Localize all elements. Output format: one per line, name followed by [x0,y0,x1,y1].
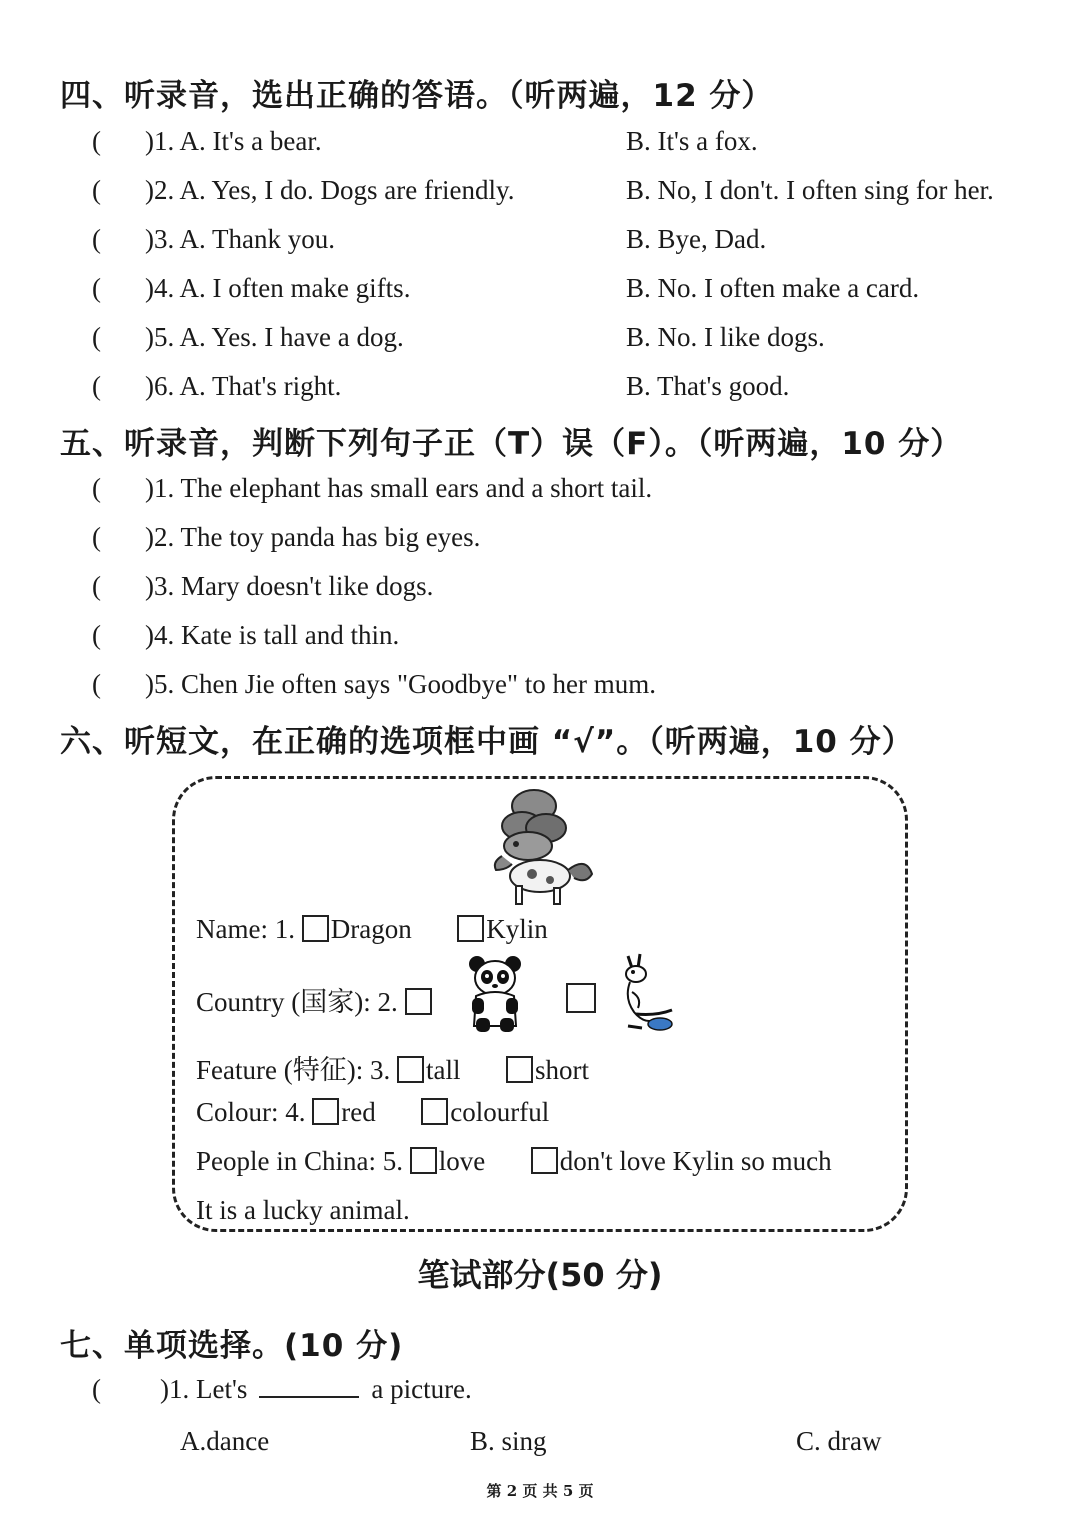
feature-row [196,1048,589,1087]
short-checkbox[interactable] [506,1056,533,1083]
answer-paren[interactable]: ( [92,175,101,205]
question-4-1-option-b: B. It's a fox. [626,126,758,156]
answer-paren[interactable]: ( [92,620,101,650]
written-part-title: 笔试部分(50 分) [417,1256,663,1294]
feature-label: Feature (特征): 3. [196,1055,391,1085]
country-row [196,980,434,1019]
question-4-4-option-b: B. No. I often make a card. [626,273,920,303]
statement-5-2: )2. The toy panda has big eyes. [145,522,481,552]
section-4-heading: 四、听录音，选出正确的答语。（听两遍，12 分） [60,78,774,114]
love-option: love [438,1146,486,1176]
kylin-checkbox[interactable] [457,915,484,942]
option-c: C. draw [796,1426,882,1456]
page-footer: 第 2 页 共 5 页 [486,1482,594,1500]
answer-blank[interactable] [259,1396,359,1398]
colourful-option: colourful [450,1097,550,1127]
kylin-option: Kylin [486,914,548,944]
section-5-heading: 五、听录音，判断下列句子正（T）误（F）。（听两遍，10 分） [60,426,963,462]
colourful-checkbox[interactable] [421,1098,448,1125]
colour-label: Colour: 4. [196,1097,306,1127]
option-a: A.dance [180,1426,270,1456]
question-4-3-option-b: B. Bye, Dad. [626,224,767,254]
question-4-1-option-a: )1. A. It's a bear. [145,126,322,156]
answer-paren[interactable]: ( [92,473,101,503]
tall-checkbox[interactable] [397,1056,424,1083]
statement-5-1: )1. The elephant has small ears and a short tail. [145,473,653,503]
statement-5-5: )5. Chen Jie often says "Goodbye" to her mum. [145,669,656,699]
question-7-1-prefix: )1. Let's [160,1374,248,1404]
country-label: Country (国家): 2. [196,987,398,1017]
answer-paren[interactable]: ( [92,126,101,156]
dragon-checkbox[interactable] [302,915,329,942]
kylin-illustration [482,784,598,908]
question-7-1-suffix: a picture. [371,1374,472,1404]
kangaroo-icon [616,952,676,1034]
answer-paren[interactable]: ( [92,273,101,303]
dragon-option: Dragon [330,914,412,944]
question-4-5-option-a: )5. A. Yes. I have a dog. [145,322,404,352]
australia-checkbox[interactable] [566,983,596,1013]
china-checkbox[interactable] [405,988,432,1015]
question-4-4-option-a: )4. A. I often make gifts. [145,273,411,303]
question-7-1 [160,1374,472,1405]
statement-5-3: )3. Mary doesn't like dogs. [145,571,434,601]
red-option: red [341,1097,376,1127]
answer-paren[interactable]: ( [92,322,101,352]
tall-option: tall [425,1055,461,1085]
name-row [196,914,548,945]
answer-paren[interactable]: ( [92,1374,101,1404]
closing-sentence: It is a lucky animal. [196,1195,410,1225]
question-4-6-option-b: B. That's good. [626,371,790,401]
section-7-heading: 七、单项选择。(10 分) [60,1328,404,1364]
statement-5-4: )4. Kate is tall and thin. [145,620,400,650]
question-4-5-option-b: B. No. I like dogs. [626,322,825,352]
section-6-heading: 六、听短文，在正确的选项框中画 “√”。（听两遍，10 分） [60,724,914,760]
answer-paren[interactable]: ( [92,571,101,601]
people-row [196,1146,832,1177]
question-4-2-option-a: )2. A. Yes, I do. Dogs are friendly. [145,175,515,205]
red-checkbox[interactable] [312,1098,339,1125]
dont-love-checkbox[interactable] [531,1147,558,1174]
name-label: Name: 1. [196,914,295,944]
option-b: B. sing [470,1426,547,1456]
love-checkbox[interactable] [410,1147,437,1174]
question-4-2-option-b: B. No, I don't. I often sing for her. [626,175,994,205]
answer-paren[interactable]: ( [92,669,101,699]
answer-paren[interactable]: ( [92,224,101,254]
answer-paren[interactable]: ( [92,522,101,552]
colour-row [196,1097,549,1128]
panda-icon [466,954,524,1034]
people-label: People in China: 5. [196,1146,403,1176]
answer-paren[interactable]: ( [92,371,101,401]
dont-love-option: don't love Kylin so much [559,1146,832,1176]
question-4-6-option-a: )6. A. That's right. [145,371,342,401]
short-option: short [534,1055,589,1085]
question-4-3-option-a: )3. A. Thank you. [145,224,335,254]
